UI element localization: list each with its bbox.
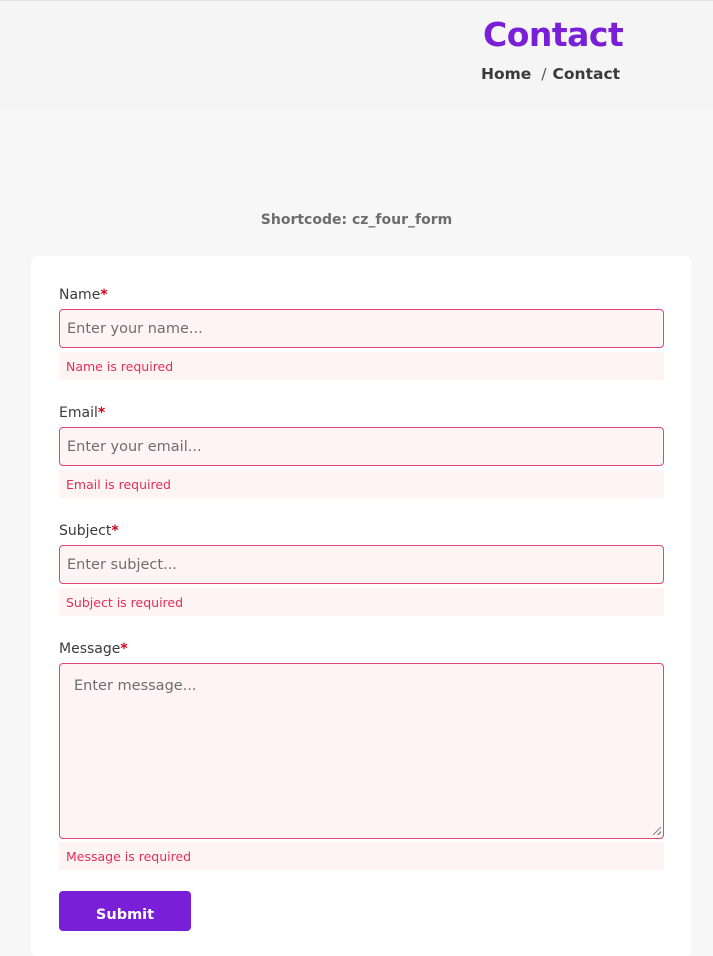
textarea-resize-handle[interactable] (653, 827, 661, 835)
breadcrumb-separator: / (541, 65, 547, 83)
required-mark: * (111, 523, 119, 539)
required-mark: * (120, 641, 128, 657)
submit-button[interactable]: Submit (59, 891, 191, 931)
message-label (59, 641, 128, 657)
page-title: Contact (483, 15, 624, 54)
subject-label (59, 523, 119, 539)
breadcrumb-current: Contact (552, 65, 621, 83)
shortcode-label: Shortcode: cz_four_form (260, 212, 453, 228)
name-error-message: Name is required (59, 352, 664, 380)
subject-label-text: Subject (59, 523, 112, 539)
message-error-message: Message is required (59, 842, 664, 870)
message-label-text: Message (59, 641, 121, 657)
email-error-message: Email is required (59, 470, 664, 498)
required-mark: * (100, 287, 108, 303)
name-input[interactable] (59, 309, 664, 348)
page-header (0, 1, 713, 108)
subject-error-message: Subject is required (59, 588, 664, 616)
email-label-text: Email (59, 405, 98, 421)
breadcrumb-home-link[interactable]: Home (481, 65, 532, 83)
email-label (59, 405, 105, 421)
name-label (59, 287, 108, 303)
name-label-text: Name (59, 287, 101, 303)
required-mark: * (97, 405, 106, 421)
email-input[interactable] (59, 427, 664, 466)
breadcrumb (481, 65, 620, 83)
subject-input[interactable] (59, 545, 664, 584)
message-textarea[interactable] (59, 663, 664, 839)
